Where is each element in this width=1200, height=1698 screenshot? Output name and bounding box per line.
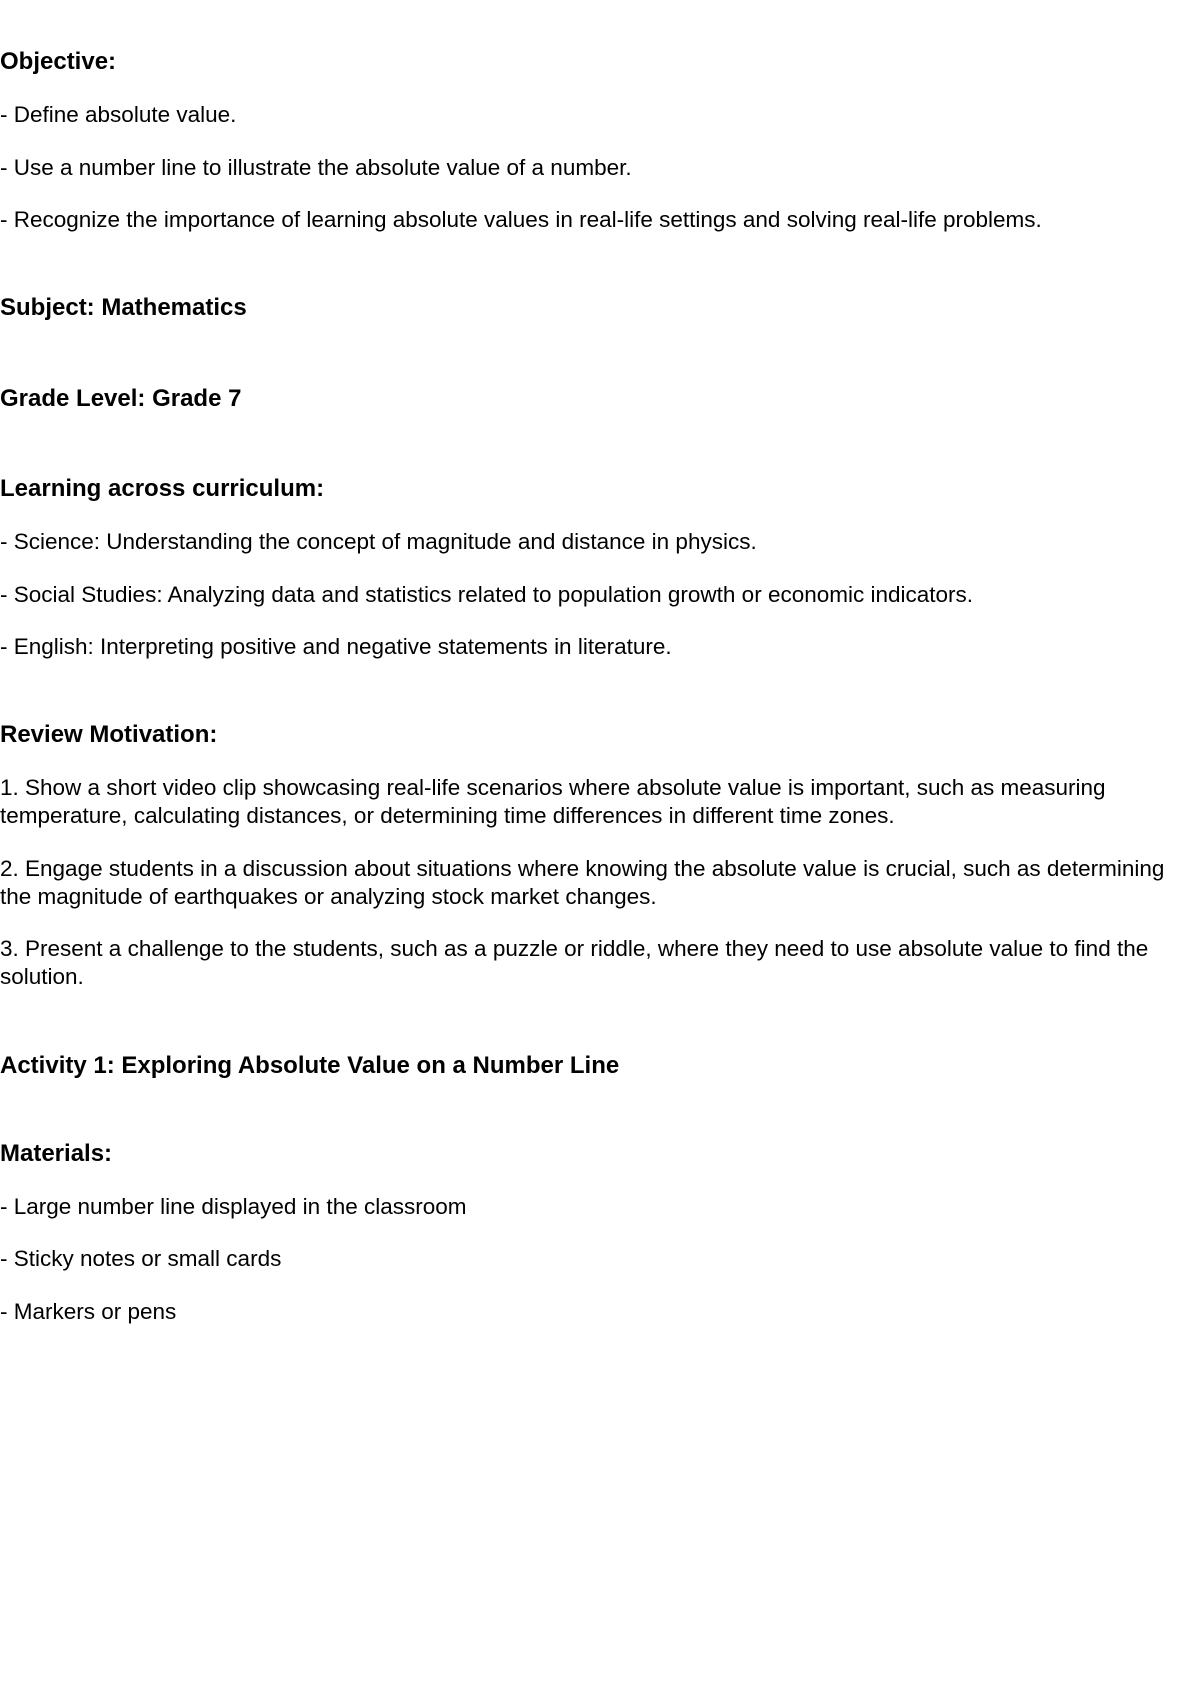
materials-heading: Materials:: [0, 1140, 113, 1167]
objective-heading: Objective:: [0, 48, 117, 75]
materials-item: - Large number line displayed in the classroom: [0, 1194, 467, 1219]
grade-level-heading: Grade Level: Grade 7: [0, 385, 242, 412]
subject-heading: Subject: Mathematics: [0, 294, 247, 321]
review-motivation-item: 3. Present a challenge to the students, such as a puzzle or riddle, where they need to use absolute value to find the solution.: [0, 936, 1149, 989]
objective-item: - Recognize the importance of learning absolute values in real-life settings and solving real-life problems.: [0, 207, 1042, 232]
activity-title: Activity 1: Exploring Absolute Value on a Number Line: [0, 1052, 620, 1079]
learning-across-item: - Science: Understanding the concept of magnitude and distance in physics.: [0, 529, 757, 554]
materials-item: - Markers or pens: [0, 1299, 177, 1324]
objective-item: - Use a number line to illustrate the absolute value of a number.: [0, 155, 632, 180]
review-motivation-heading: Review Motivation:: [0, 721, 218, 748]
review-motivation-item: 2. Engage students in a discussion about situations where knowing the absolute value is crucial, such as determining the magnitude of earthquakes or analyzing stock market changes.: [0, 856, 1165, 909]
learning-across-heading: Learning across curriculum:: [0, 475, 325, 502]
learning-across-item: - English: Interpreting positive and negative statements in literature.: [0, 634, 672, 659]
learning-across-item: - Social Studies: Analyzing data and statistics related to population growth or economic indicators.: [0, 582, 974, 607]
review-motivation-item: 1. Show a short video clip showcasing real-life scenarios where absolute value is important, such as measuring temperature, calculating distances, or determining time differences in different time zones.: [0, 775, 1106, 828]
materials-item: - Sticky notes or small cards: [0, 1246, 282, 1271]
objective-item: - Define absolute value.: [0, 102, 237, 127]
